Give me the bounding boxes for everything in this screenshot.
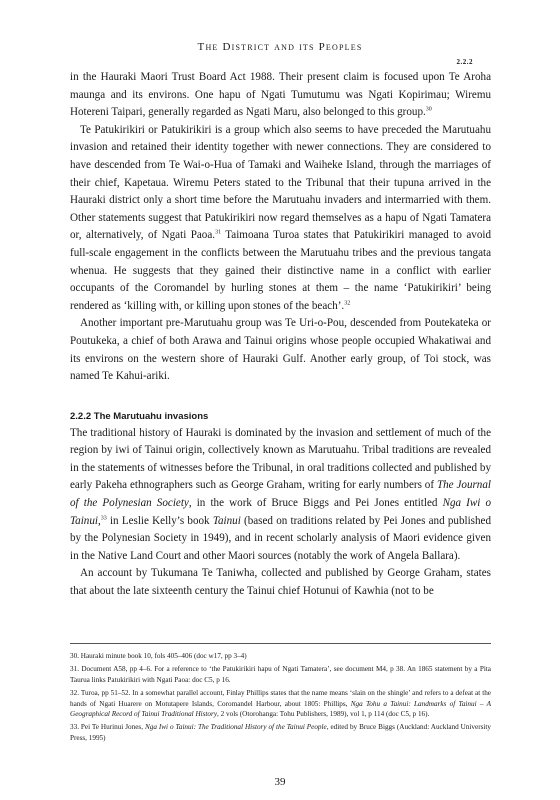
- paragraph-3: [70, 315, 491, 385]
- footnote-32-title: Nga Tohu a Tainui: Landmarks of Tainui – A Geographical Record of Tainui Traditional History: [70, 699, 492, 719]
- footnote-ref-33[interactable]: 33: [100, 514, 107, 521]
- paragraph-2: [70, 122, 491, 316]
- paragraph-3-text: Another important pre-Marutuahu group was Te Uri-o-Pou, descended from Poutekateka or Poutukeka, a chief of both Arawa and Tainui origins whose people occupied Whakatiwai and its environs on the western shore of Hauraki Gulf. Another early group, of Toi stock, was named Te Kahui-ariki.: [70, 317, 491, 383]
- paragraph-4-comma: ,: [97, 514, 101, 527]
- section-number: 2.2.2: [456, 58, 473, 66]
- footnote-32-text-b: , 2 vols (Otorohanga: Tohu Publishers, 1989), vol 1, p 114 (doc C5, p 16).: [217, 710, 430, 719]
- running-head: The District and its Peoples: [197, 41, 363, 53]
- footnote-ref-32[interactable]: 32: [344, 300, 351, 307]
- footnote-32: [70, 688, 491, 719]
- paragraph-4: [70, 425, 491, 566]
- footnote-30: 30. Hauraki minute book 10, fols 405–406 (doc w17, pp 3–4): [70, 652, 247, 660]
- footnote-32-text-a: 32. Turoa, pp 51–52. In a somewhat parallel account, Finlay Phillips states that the name means ‘slain on the shingle’ and refers to a defeat at the hands of Ngati Huarere on Motutapere Islands, Coromandel Harbour, about 1805: Phillips,: [70, 689, 491, 708]
- footnote-rule: [70, 643, 491, 644]
- page-number: 39: [274, 776, 286, 788]
- footnote-ref-30[interactable]: 30: [425, 106, 432, 113]
- footnote-33-text-a: 33. Pei Te Hurinui Jones,: [70, 723, 145, 732]
- footnote-33-text-b: , edited by Bruce Biggs (Auckland: Auckland University Press, 1995): [70, 723, 491, 742]
- book-title-tainui: Tainui: [212, 514, 241, 527]
- paragraph-4-text-c: in Leslie Kelly’s book: [106, 514, 213, 527]
- paragraph-5: An account by Tukumana Te Taniwha, collected and published by George Graham, states that about the late sixteenth century the Tainui chief Hotunui of Kawhia (not to be: [70, 567, 491, 598]
- paragraph-4-text-b: , in the work of Bruce Biggs and Pei Jones entitled: [188, 497, 443, 510]
- body-text: [70, 69, 491, 601]
- book-title-nga-iwi: Nga Iwi o Tainui: [70, 497, 491, 527]
- footnote-33: [70, 722, 491, 743]
- paragraph-1-text: in the Hauraki Maori Trust Board Act 1988. Their present claim is focused upon Te Aroha maunga and its environs. One hapu of Ngati Tumutumu was Ngati Kopirimau; Wiremu Hotereni Taipari, generally regarded as Ngati Maru, also belonged to this group.: [70, 71, 491, 119]
- paragraph-4-text-d: (based on traditions related by Pei Jones and published by the Polynesian Society in 1949), and in recent scholarly analysis of Maori evidence given in the Native Land Court and other Maori sources (notably the work of Angela Ballara).: [70, 514, 491, 562]
- section-heading: 2.2.2 The Marutuahu invasions: [70, 410, 209, 422]
- paragraph-2-text-cont: Taimoana Turoa states that Patukirikiri managed to avoid full-scale engagement in the conflicts between the Marutuahu tribes and the previous tangata whenua. He suggests that they gained their distinctive name in a conflict with earlier occupants of the Coromandel by hurling stones at them – the name ‘Patukirikiri’ being rendered as ‘killing with, or killing upon stones of the beach’.: [70, 229, 491, 312]
- footnote-31: 31. Document A58, pp 4–6. For a reference to ‘the Patukirikiri hapu of Ngati Tamatera’, see document M4, p 38. An 1865 statement by a Pita Taurua links Patukirikiri with Ngati Paoa: doc C5, p 16.: [70, 665, 491, 684]
- footnote-ref-31[interactable]: 31: [215, 229, 222, 236]
- paragraph-4-text-a: The traditional history of Hauraki is dominated by the invasion and settlement of much of the region by iwi of Tainui origin, collectively known as Marutuahu. Tribal traditions are revealed in the statements of witnesses before the Tribunal, in oral traditions collected and published by early Pakeha ethnographers such as George Graham, writing for early numbers of: [70, 426, 491, 492]
- paragraph-2-text: Te Patukirikiri or Patukirikiri is a group which also seems to have preceded the Marutuahu invasion and retained their identity together with newer connections. They are considered to have descended from Te Wai-o-Hua of Tamaki and Waiheke Island, through the marriages of their chief, Kapetaua. Wiremu Peters stated to the Tribunal that their tupuna arrived in the Hauraki district only a short time before the Marutuahu invaders and intermarried with them. Other statements suggest that Patukirikiri now regard themselves as a hapu of Ngati Tamatera or, alternatively, of Ngati Paoa.: [70, 123, 491, 242]
- footnote-33-title: Nga Iwi o Tainui: The Traditional History of the Tainui People: [144, 723, 327, 732]
- footnotes: [70, 651, 491, 746]
- paragraph-1: [70, 69, 491, 122]
- journal-title: The Journal of the Polynesian Society: [70, 479, 491, 510]
